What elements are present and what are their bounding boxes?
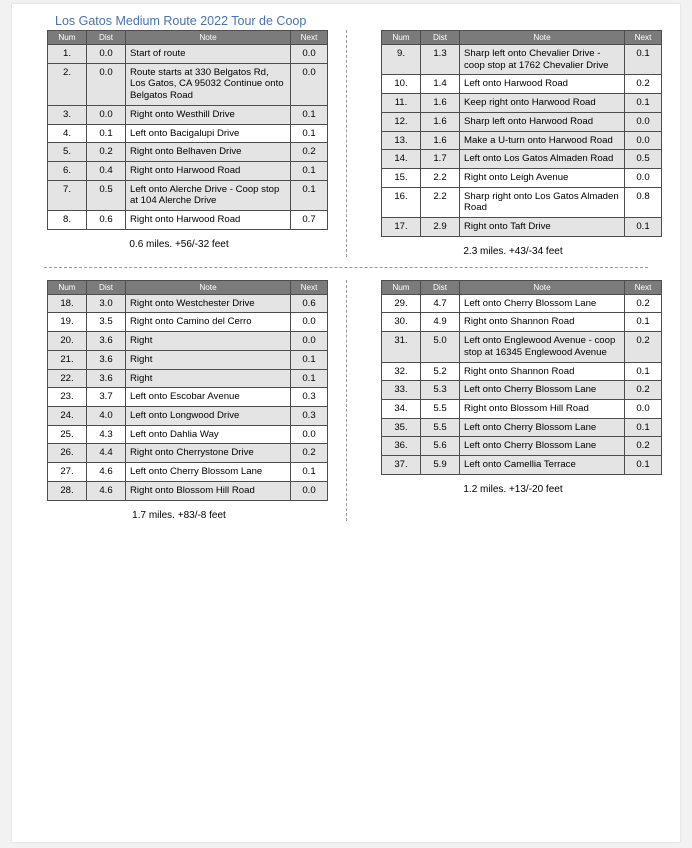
column-header-next: Next	[291, 31, 328, 45]
cell-note: Sharp left onto Harwood Road	[460, 112, 625, 131]
table-row	[382, 313, 662, 332]
cell-next: 0.1	[625, 218, 662, 237]
cell-num: 16.	[382, 187, 421, 217]
cue-sheet-grid	[12, 30, 680, 521]
cell-dist: 5.2	[421, 362, 460, 381]
quadrant-4	[346, 280, 680, 521]
cell-next: 0.1	[291, 105, 328, 124]
table-row	[48, 350, 328, 369]
cell-dist: 0.6	[87, 211, 126, 230]
cell-note: Right onto Belhaven Drive	[126, 143, 291, 162]
cell-dist: 1.3	[421, 45, 460, 75]
cell-num: 25.	[48, 425, 87, 444]
cell-note: Make a U-turn onto Harwood Road	[460, 131, 625, 150]
cell-next: 0.1	[291, 180, 328, 210]
table-row	[382, 94, 662, 113]
cell-note: Right onto Blossom Hill Road	[460, 399, 625, 418]
cell-dist: 2.2	[421, 168, 460, 187]
cell-num: 35.	[382, 418, 421, 437]
table-header-row	[382, 31, 662, 45]
cell-next: 0.0	[291, 332, 328, 351]
table-row	[48, 143, 328, 162]
table-row	[48, 463, 328, 482]
cell-dist: 5.3	[421, 381, 460, 400]
cell-note: Right	[126, 350, 291, 369]
cell-num: 8.	[48, 211, 87, 230]
column-header-dist: Dist	[421, 280, 460, 294]
cell-num: 7.	[48, 180, 87, 210]
cell-note: Left onto Cherry Blossom Lane	[460, 437, 625, 456]
cell-next: 0.1	[625, 94, 662, 113]
vertical-divider	[346, 30, 347, 257]
cell-next: 0.2	[291, 444, 328, 463]
cell-dist: 1.6	[421, 94, 460, 113]
cell-num: 23.	[48, 388, 87, 407]
table-row	[48, 425, 328, 444]
cell-dist: 0.0	[87, 63, 126, 105]
cell-next: 0.3	[291, 406, 328, 425]
column-header-num: Num	[382, 280, 421, 294]
cue-sheet-row-top	[12, 30, 680, 257]
cell-num: 5.	[48, 143, 87, 162]
quadrant-3	[12, 280, 346, 521]
cell-num: 12.	[382, 112, 421, 131]
cell-dist: 4.6	[87, 463, 126, 482]
column-header-num: Num	[382, 31, 421, 45]
cell-dist: 0.0	[87, 105, 126, 124]
table-row	[48, 444, 328, 463]
cue-table-1	[47, 30, 328, 230]
column-header-dist: Dist	[421, 31, 460, 45]
cell-next: 0.7	[291, 211, 328, 230]
cell-dist: 4.7	[421, 294, 460, 313]
cell-dist: 0.5	[87, 180, 126, 210]
quadrant-1	[12, 30, 346, 257]
cell-dist: 1.6	[421, 131, 460, 150]
table-row	[48, 481, 328, 500]
cell-num: 11.	[382, 94, 421, 113]
cue-table-4	[381, 280, 662, 475]
cell-dist: 5.6	[421, 437, 460, 456]
cell-dist: 1.7	[421, 150, 460, 169]
cell-dist: 0.1	[87, 124, 126, 143]
column-header-next: Next	[625, 31, 662, 45]
table-row	[48, 332, 328, 351]
table-row	[382, 399, 662, 418]
cell-next: 0.1	[291, 161, 328, 180]
cell-next: 0.1	[291, 463, 328, 482]
cell-note: Right onto Shannon Road	[460, 362, 625, 381]
quadrant-summary: 2.3 miles. +43/-34 feet	[463, 245, 563, 257]
table-row	[48, 63, 328, 105]
cell-dist: 3.6	[87, 350, 126, 369]
cell-note: Left onto Cherry Blossom Lane	[460, 294, 625, 313]
table-row	[48, 211, 328, 230]
cell-next: 0.1	[625, 313, 662, 332]
cell-dist: 5.9	[421, 456, 460, 475]
table-row	[48, 124, 328, 143]
cell-num: 4.	[48, 124, 87, 143]
cell-dist: 5.5	[421, 399, 460, 418]
table-row	[382, 381, 662, 400]
column-header-note: Note	[460, 280, 625, 294]
table-row	[382, 418, 662, 437]
column-header-note: Note	[460, 31, 625, 45]
cell-num: 6.	[48, 161, 87, 180]
table-row	[382, 294, 662, 313]
cue-table-2	[381, 30, 662, 237]
cell-next: 0.1	[625, 362, 662, 381]
table-row	[382, 362, 662, 381]
cell-num: 14.	[382, 150, 421, 169]
cue-sheet-row-bottom	[12, 280, 680, 521]
cell-dist: 5.5	[421, 418, 460, 437]
cell-num: 37.	[382, 456, 421, 475]
cell-next: 0.1	[291, 124, 328, 143]
quadrant-2	[346, 30, 680, 257]
cell-note: Start of route	[126, 45, 291, 64]
cell-note: Left onto Englewood Avenue - coop stop at 16345 Englewood Avenue	[460, 332, 625, 362]
table-row	[382, 332, 662, 362]
cell-note: Left onto Bacigalupi Drive	[126, 124, 291, 143]
table-row	[48, 369, 328, 388]
page-title: Los Gatos Medium Route 2022 Tour de Coop	[55, 14, 307, 28]
cell-note: Right onto Harwood Road	[126, 211, 291, 230]
cell-note: Sharp left onto Chevalier Drive - coop stop at 1762 Chevalier Drive	[460, 45, 625, 75]
cell-next: 0.1	[625, 456, 662, 475]
cell-dist: 3.5	[87, 313, 126, 332]
column-header-dist: Dist	[87, 280, 126, 294]
cell-num: 24.	[48, 406, 87, 425]
table-row	[382, 456, 662, 475]
table-row	[382, 112, 662, 131]
cell-note: Left onto Cherry Blossom Lane	[460, 381, 625, 400]
cell-next: 0.0	[291, 313, 328, 332]
cell-note: Left onto Harwood Road	[460, 75, 625, 94]
cell-note: Route starts at 330 Belgatos Rd, Los Gatos, CA 95032 Continue onto Belgatos Road	[126, 63, 291, 105]
cell-note: Right onto Shannon Road	[460, 313, 625, 332]
cell-num: 31.	[382, 332, 421, 362]
cell-note: Left onto Camellia Terrace	[460, 456, 625, 475]
table-row	[48, 294, 328, 313]
cell-dist: 0.2	[87, 143, 126, 162]
cell-num: 2.	[48, 63, 87, 105]
table-row	[48, 161, 328, 180]
cell-num: 3.	[48, 105, 87, 124]
quadrant-summary: 0.6 miles. +56/-32 feet	[129, 238, 229, 250]
cell-note: Right	[126, 369, 291, 388]
cell-next: 0.1	[291, 350, 328, 369]
table-row	[382, 437, 662, 456]
cell-num: 26.	[48, 444, 87, 463]
cell-num: 19.	[48, 313, 87, 332]
cell-next: 0.3	[291, 388, 328, 407]
cell-next: 0.2	[625, 332, 662, 362]
cell-next: 0.1	[625, 418, 662, 437]
table-row	[382, 187, 662, 217]
table-row	[48, 180, 328, 210]
cell-note: Left onto Escobar Avenue	[126, 388, 291, 407]
cell-dist: 4.4	[87, 444, 126, 463]
vertical-divider	[346, 280, 347, 521]
table-header-row	[48, 280, 328, 294]
cell-note: Right onto Westchester Drive	[126, 294, 291, 313]
table-row	[48, 406, 328, 425]
cell-next: 0.8	[625, 187, 662, 217]
cell-dist: 3.0	[87, 294, 126, 313]
column-header-num: Num	[48, 280, 87, 294]
cell-next: 0.2	[625, 381, 662, 400]
cell-note: Right onto Westhill Drive	[126, 105, 291, 124]
cell-next: 0.0	[291, 425, 328, 444]
cell-next: 0.0	[291, 481, 328, 500]
column-header-note: Note	[126, 280, 291, 294]
cell-next: 0.6	[291, 294, 328, 313]
table-row	[382, 131, 662, 150]
table-row	[48, 105, 328, 124]
table-row	[48, 45, 328, 64]
cell-num: 10.	[382, 75, 421, 94]
cell-num: 17.	[382, 218, 421, 237]
table-row	[382, 75, 662, 94]
cell-num: 33.	[382, 381, 421, 400]
cell-next: 0.0	[625, 399, 662, 418]
cell-note: Left onto Cherry Blossom Lane	[460, 418, 625, 437]
table-row	[48, 388, 328, 407]
cell-next: 0.2	[291, 143, 328, 162]
cell-note: Left onto Longwood Drive	[126, 406, 291, 425]
cell-note: Left onto Los Gatos Almaden Road	[460, 150, 625, 169]
cell-next: 0.5	[625, 150, 662, 169]
cell-note: Right onto Harwood Road	[126, 161, 291, 180]
cell-next: 0.0	[291, 45, 328, 64]
column-header-next: Next	[291, 280, 328, 294]
table-header-row	[48, 31, 328, 45]
cell-dist: 1.6	[421, 112, 460, 131]
cell-num: 1.	[48, 45, 87, 64]
column-header-next: Next	[625, 280, 662, 294]
table-row	[382, 45, 662, 75]
cell-next: 0.0	[625, 168, 662, 187]
cell-note: Left onto Cherry Blossom Lane	[126, 463, 291, 482]
cell-num: 21.	[48, 350, 87, 369]
table-row	[382, 150, 662, 169]
table-row	[382, 168, 662, 187]
cell-note: Right onto Taft Drive	[460, 218, 625, 237]
cell-note: Sharp right onto Los Gatos Almaden Road	[460, 187, 625, 217]
cell-num: 13.	[382, 131, 421, 150]
cell-next: 0.2	[625, 294, 662, 313]
cell-note: Right onto Leigh Avenue	[460, 168, 625, 187]
table-row	[48, 313, 328, 332]
table-header-row	[382, 280, 662, 294]
table-row	[382, 218, 662, 237]
cell-num: 18.	[48, 294, 87, 313]
cell-dist: 4.0	[87, 406, 126, 425]
cell-note: Right onto Cherrystone Drive	[126, 444, 291, 463]
cell-num: 20.	[48, 332, 87, 351]
cell-next: 0.1	[291, 369, 328, 388]
cell-dist: 2.9	[421, 218, 460, 237]
cell-note: Left onto Alerche Drive - Coop stop at 104 Alerche Drive	[126, 180, 291, 210]
cell-note: Right onto Camino del Cerro	[126, 313, 291, 332]
cell-dist: 3.7	[87, 388, 126, 407]
cell-num: 9.	[382, 45, 421, 75]
cue-table-3	[47, 280, 328, 501]
cell-next: 0.0	[291, 63, 328, 105]
cell-next: 0.2	[625, 437, 662, 456]
cell-next: 0.1	[625, 45, 662, 75]
cell-num: 22.	[48, 369, 87, 388]
cell-next: 0.0	[625, 131, 662, 150]
cell-dist: 0.0	[87, 45, 126, 64]
cell-dist: 0.4	[87, 161, 126, 180]
cell-dist: 2.2	[421, 187, 460, 217]
cell-dist: 5.0	[421, 332, 460, 362]
cell-note: Left onto Dahlia Way	[126, 425, 291, 444]
cell-num: 32.	[382, 362, 421, 381]
cell-num: 28.	[48, 481, 87, 500]
cell-note: Keep right onto Harwood Road	[460, 94, 625, 113]
cell-dist: 3.6	[87, 369, 126, 388]
cell-dist: 4.6	[87, 481, 126, 500]
column-header-dist: Dist	[87, 31, 126, 45]
cell-note: Right	[126, 332, 291, 351]
cell-num: 34.	[382, 399, 421, 418]
cell-dist: 4.3	[87, 425, 126, 444]
cell-num: 27.	[48, 463, 87, 482]
cell-num: 30.	[382, 313, 421, 332]
cell-num: 29.	[382, 294, 421, 313]
document-page	[12, 4, 680, 842]
cell-dist: 4.9	[421, 313, 460, 332]
cell-num: 15.	[382, 168, 421, 187]
column-header-num: Num	[48, 31, 87, 45]
quadrant-summary: 1.2 miles. +13/-20 feet	[463, 483, 563, 495]
column-header-note: Note	[126, 31, 291, 45]
cell-dist: 1.4	[421, 75, 460, 94]
cell-num: 36.	[382, 437, 421, 456]
cell-note: Right onto Blossom Hill Road	[126, 481, 291, 500]
cell-dist: 3.6	[87, 332, 126, 351]
quadrant-summary: 1.7 miles. +83/-8 feet	[132, 509, 226, 521]
cell-next: 0.2	[625, 75, 662, 94]
horizontal-divider	[44, 267, 648, 268]
cell-next: 0.0	[625, 112, 662, 131]
